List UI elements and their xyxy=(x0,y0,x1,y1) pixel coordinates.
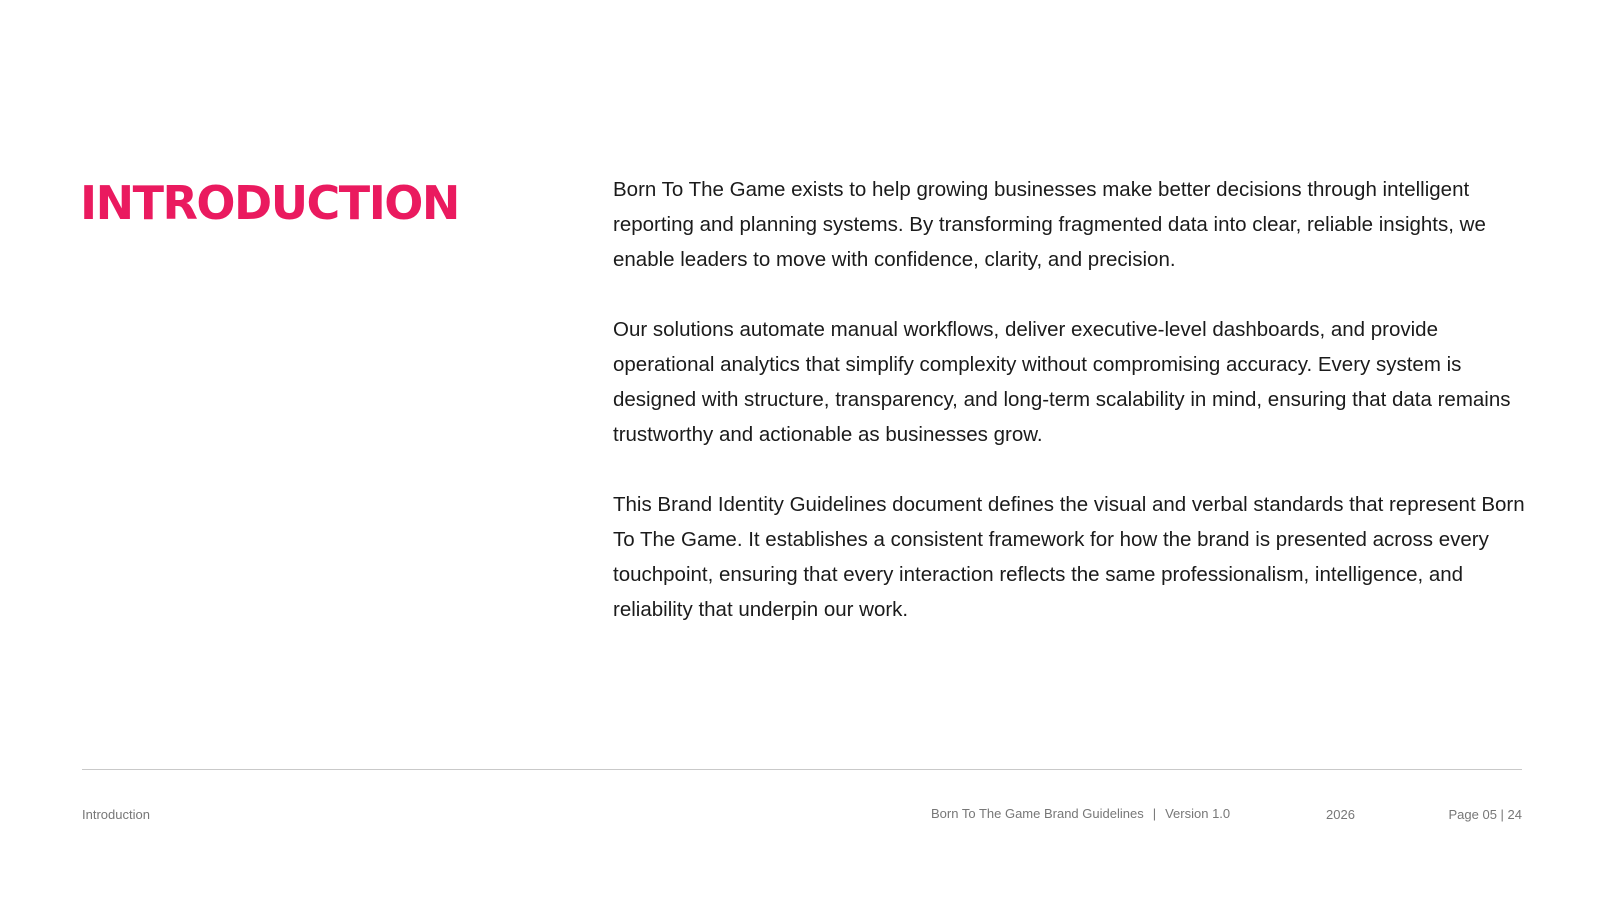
footer-divider xyxy=(82,769,1522,770)
page-title: INTRODUCTION xyxy=(80,176,459,230)
footer-document-info xyxy=(931,806,1230,822)
footer-separator: | xyxy=(1152,806,1157,821)
intro-paragraph: This Brand Identity Guidelines document defines the visual and verbal standards that represent Born To The Game. It establishes a consistent framework for how the brand is presented across every touchpoint, ensuring that every interaction reflects the same professionalism, intelligence, and reliability that underpin our work. xyxy=(613,493,1525,621)
footer-section-label: Introduction xyxy=(82,807,150,822)
intro-paragraph: Born To The Game exists to help growing businesses make better decisions through intelligent reporting and planning systems. By transforming fragmented data into clear, reliable insights, we enable leaders to move with confidence, clarity, and precision. xyxy=(613,178,1486,271)
introduction-body xyxy=(613,172,1533,662)
footer-version: Version 1.0 xyxy=(1165,806,1231,821)
footer-year: 2026 xyxy=(1326,807,1355,822)
intro-paragraph: Our solutions automate manual workflows, deliver executive-level dashboards, and provide operational analytics that simplify complexity without compromising accuracy. Every system is designed with structure, transparency, and long-term scalability in mind, ensuring that data remains trustworthy and actionable as businesses grow. xyxy=(613,318,1511,446)
footer-document-title: Born To The Game Brand Guidelines xyxy=(931,806,1144,821)
footer-page-number: Page 05 | 24 xyxy=(1448,807,1522,822)
